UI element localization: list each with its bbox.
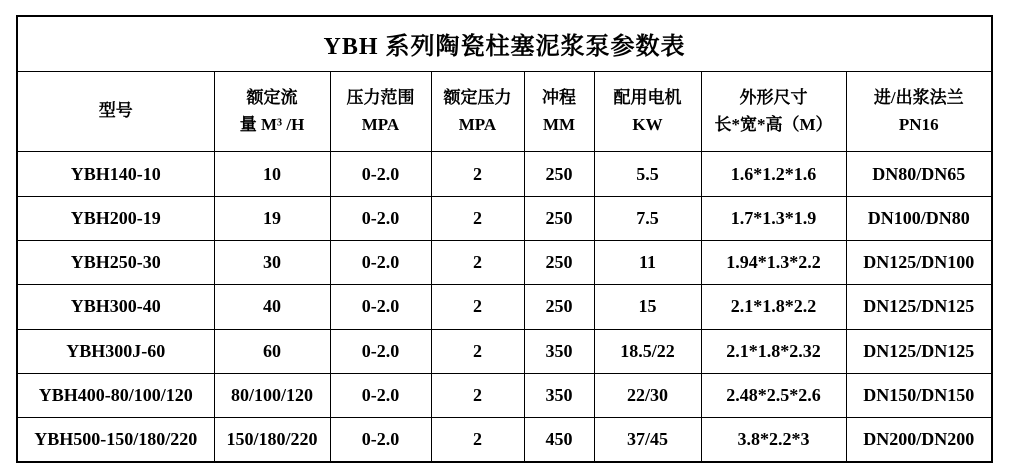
- cell-stroke: 250: [524, 240, 594, 284]
- cell-rated-pressure: 2: [431, 285, 524, 329]
- cell-rated-pressure: 2: [431, 373, 524, 417]
- cell-model: YBH200-19: [17, 196, 214, 240]
- cell-pressure-range: 0-2.0: [330, 373, 431, 417]
- cell-rated-flow: 30: [214, 240, 330, 284]
- cell-model: YBH300-40: [17, 285, 214, 329]
- header-row: [17, 71, 992, 152]
- cell-dimensions: 1.94*1.3*2.2: [701, 240, 846, 284]
- col-header-rated-pressure: [431, 71, 524, 152]
- title-row: [17, 16, 992, 71]
- cell-stroke: 450: [524, 418, 594, 462]
- header-line: 冲程: [542, 88, 576, 108]
- cell-pressure-range: 0-2.0: [330, 329, 431, 373]
- cell-pressure-range: 0-2.0: [330, 152, 431, 196]
- header-line: 长*宽*高（M）: [714, 114, 833, 134]
- cell-rated-flow: 40: [214, 285, 330, 329]
- table-row: [17, 329, 992, 373]
- cell-dimensions: 1.7*1.3*1.9: [701, 196, 846, 240]
- cell-pressure-range: 0-2.0: [330, 418, 431, 462]
- cell-motor-power: 18.5/22: [594, 329, 701, 373]
- cell-rated-pressure: 2: [431, 196, 524, 240]
- col-header-model: [17, 71, 214, 152]
- header-line: 型号: [98, 101, 133, 121]
- cell-flange: DN100/DN80: [846, 196, 992, 240]
- cell-motor-power: 15: [594, 285, 701, 329]
- header-line: 量 M³ /H: [239, 114, 305, 134]
- cell-flange: DN150/DN150: [846, 373, 992, 417]
- header-line: 额定压力: [443, 88, 512, 108]
- cell-rated-flow: 60: [214, 329, 330, 373]
- cell-model: YBH400-80/100/120: [17, 373, 214, 417]
- header-line: 额定流: [246, 88, 298, 108]
- table-row: [17, 285, 992, 329]
- cell-pressure-range: 0-2.0: [330, 240, 431, 284]
- col-header-motor-power: [594, 71, 701, 152]
- table-row: [17, 373, 992, 417]
- cell-flange: DN200/DN200: [846, 418, 992, 462]
- cell-rated-pressure: 2: [431, 329, 524, 373]
- cell-dimensions: 1.6*1.2*1.6: [701, 152, 846, 196]
- pump-parameter-table: [16, 15, 993, 463]
- col-header-stroke: [524, 71, 594, 152]
- table-row: [17, 152, 992, 196]
- cell-motor-power: 11: [594, 240, 701, 284]
- cell-flange: DN80/DN65: [846, 152, 992, 196]
- header-line: MM: [542, 114, 576, 134]
- cell-motor-power: 22/30: [594, 373, 701, 417]
- cell-flange: DN125/DN100: [846, 240, 992, 284]
- cell-flange: DN125/DN125: [846, 285, 992, 329]
- cell-pressure-range: 0-2.0: [330, 196, 431, 240]
- header-line: 配用电机: [613, 88, 682, 108]
- cell-rated-flow: 80/100/120: [214, 373, 330, 417]
- col-header-pressure-range: [330, 71, 431, 152]
- cell-stroke: 250: [524, 285, 594, 329]
- header-line: PN16: [898, 114, 939, 134]
- cell-rated-flow: 19: [214, 196, 330, 240]
- table-row: [17, 418, 992, 462]
- cell-model: YBH500-150/180/220: [17, 418, 214, 462]
- col-header-flange: [846, 71, 992, 152]
- cell-dimensions: 2.1*1.8*2.2: [701, 285, 846, 329]
- cell-rated-flow: 10: [214, 152, 330, 196]
- col-header-rated-flow: [214, 71, 330, 152]
- cell-rated-pressure: 2: [431, 152, 524, 196]
- header-line: MPA: [458, 114, 497, 134]
- cell-stroke: 350: [524, 329, 594, 373]
- cell-stroke: 350: [524, 373, 594, 417]
- cell-rated-pressure: 2: [431, 240, 524, 284]
- header-line: 进/出浆法兰: [873, 88, 964, 108]
- cell-model: YBH250-30: [17, 240, 214, 284]
- cell-rated-flow: 150/180/220: [214, 418, 330, 462]
- cell-dimensions: 3.8*2.2*3: [701, 418, 846, 462]
- header-line: 外形尺寸: [739, 88, 808, 108]
- cell-motor-power: 5.5: [594, 152, 701, 196]
- cell-pressure-range: 0-2.0: [330, 285, 431, 329]
- cell-motor-power: 7.5: [594, 196, 701, 240]
- table-title: YBH 系列陶瓷柱塞泥浆泵参数表: [17, 16, 992, 71]
- cell-dimensions: 2.1*1.8*2.32: [701, 329, 846, 373]
- header-line: 压力范围: [346, 88, 415, 108]
- header-line: KW: [632, 114, 663, 134]
- cell-flange: DN125/DN125: [846, 329, 992, 373]
- header-line: MPA: [361, 114, 400, 134]
- table-row: [17, 196, 992, 240]
- cell-dimensions: 2.48*2.5*2.6: [701, 373, 846, 417]
- cell-model: YBH140-10: [17, 152, 214, 196]
- table-row: [17, 240, 992, 284]
- cell-model: YBH300J-60: [17, 329, 214, 373]
- cell-stroke: 250: [524, 196, 594, 240]
- cell-rated-pressure: 2: [431, 418, 524, 462]
- col-header-dimensions: [701, 71, 846, 152]
- cell-motor-power: 37/45: [594, 418, 701, 462]
- cell-stroke: 250: [524, 152, 594, 196]
